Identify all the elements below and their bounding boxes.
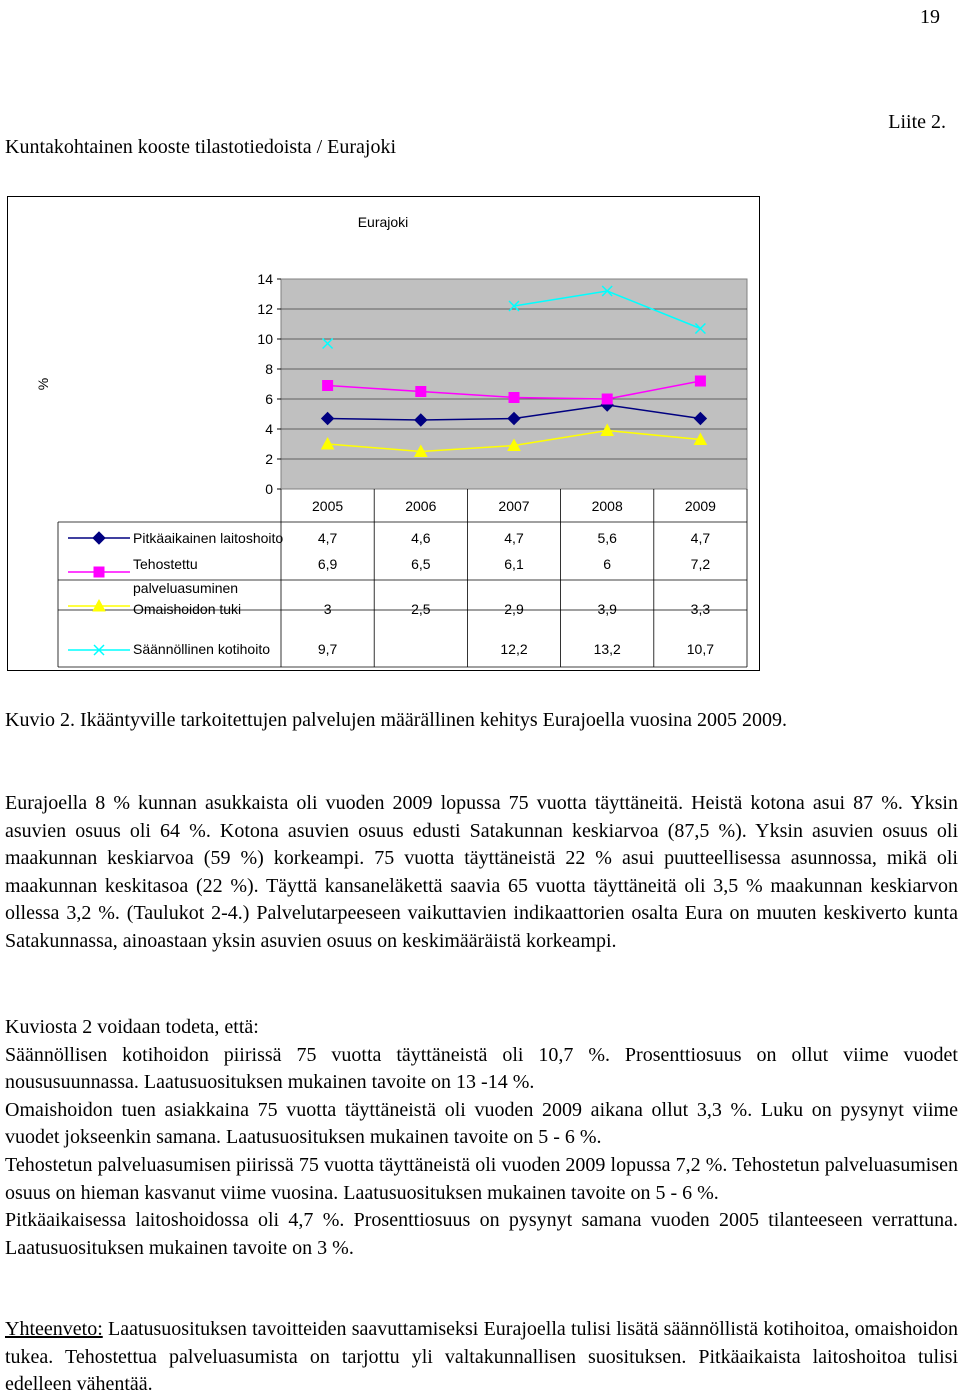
series-0-value-label: 4,7 — [317, 530, 338, 546]
series-0-value-label: 4,7 — [504, 530, 524, 546]
document-header: Kuntakohtainen kooste tilastotiedoista / Eurajoki — [5, 136, 397, 158]
series-1-legend-marker — [94, 567, 104, 577]
chart-title: Eurajoki — [357, 214, 409, 230]
series-1-point — [509, 393, 519, 403]
x-tick-label: 2006 — [405, 498, 437, 514]
x-tick-label: 2007 — [498, 498, 530, 514]
y-tick-label: 10 — [257, 331, 273, 347]
findings-intro: Kuviosta 2 voidaan todeta, että: — [5, 1016, 259, 1038]
series-2-value-label: 3,3 — [690, 601, 711, 617]
appendix-label: Liite 2. — [888, 111, 946, 133]
y-tick-label: 12 — [257, 301, 273, 317]
y-tick-label: 14 — [257, 271, 273, 287]
series-1-point — [323, 381, 333, 391]
series-0-value-label: 4,6 — [411, 530, 431, 546]
finding-home-care: Säännöllisen kotihoidon piirissä 75 vuotta täyttäneistä oli 10,7 %. Prosenttiosuus on ollut viime vuodet noususuunnassa. Laatusuosituksen mukainen tavoite on 13 -14 %. — [5, 1043, 958, 1094]
series-0-value-label: 4,7 — [690, 530, 711, 546]
plot-area — [281, 279, 747, 489]
series-0-legend-marker — [93, 532, 105, 544]
y-axis-label: % — [35, 377, 51, 391]
series-3-value-label: 10,7 — [686, 641, 715, 657]
x-tick-label: 2005 — [312, 498, 344, 514]
x-tick-label: 2008 — [591, 498, 623, 514]
series-1-point — [695, 376, 705, 386]
summary-text: Laatusuosituksen tavoitteiden saavuttamiseksi Eurajoella tulisi lisätä säännöllistä kotihoitoa, omaishoidon tukea. Tehostettua palveluasumista on tarjottu yli valtakunnallisen suosituksen. Pitkäaikaista laitoshoitoa tulisi edelleen vähentää. — [5, 1318, 958, 1396]
figure-caption: Kuvio 2. Ikääntyville tarkoitettujen palvelujen määrällinen kehitys Eurajoella vuosina 2005 2009. — [5, 709, 788, 731]
page-number: 19 — [920, 6, 940, 28]
y-tick-label: 4 — [265, 421, 273, 437]
finding-service-housing: Tehostetun palveluasumisen piirissä 75 vuotta täyttäneistä oli vuoden 2009 lopussa 7,2 %. Tehostetun palveluasumisen osuus on hieman kasvanut viime vuosina. Laatusuosituksen mukainen tavoite on 5 - 6 %. — [5, 1153, 958, 1204]
series-1-value-label: 6 — [603, 556, 612, 572]
series-2-value-label: 2,5 — [411, 601, 431, 617]
y-tick-label: 8 — [265, 361, 273, 377]
intro-paragraph: Eurajoella 8 % kunnan asukkaista oli vuoden 2009 lopussa 75 vuotta täyttäneitä. Heistä kotona asui 87 %. Yksin asuvien osuus oli 64 %. Kotona asuvien osuus edusti Satakunnan keskiarvoa (87,5 %). Yksin asuvien osuus oli maakunnan keskiarvoa (59 %) korkeampi. 75 vuotta täyttäneistä 22 % asui puutteellisessa asunnossa, mikä oli maakunnan keskitasoa (22 %). Täyttä kansaneläkettä saavia 65 vuotta täyttäneitä oli 3,5 % maakunnan keskiarvon ollessa 3,2 %. (Taulukot 2-4.) Palvelutarpeeseen vaikuttavien indikaattorien osalta Eura on muuten keskiverto kunta Satakunnassa, ainoastaan yksin asuvien osuus on keskimääräistä korkeampi. — [5, 792, 958, 952]
series-2-value-label: 2,9 — [504, 601, 524, 617]
series-3-value-label: 13,2 — [593, 641, 621, 657]
x-tick-label: 2009 — [684, 498, 716, 514]
y-tick-label: 0 — [265, 481, 273, 497]
summary-paragraph — [5, 1316, 958, 1399]
series-1-legend-label: Tehostettu — [133, 556, 198, 572]
findings-block — [5, 1014, 958, 1262]
series-0-value-label: 5,6 — [597, 530, 617, 546]
series-1-value-label: 6,9 — [317, 556, 338, 572]
series-3-value-label: 9,7 — [317, 641, 338, 657]
chart-container — [7, 196, 760, 671]
summary-label: Yhteenveto: — [5, 1318, 103, 1340]
series-3-value-label: 12,2 — [500, 641, 528, 657]
series-2-value-label: 3 — [323, 601, 332, 617]
series-2-value-label: 3,9 — [597, 601, 617, 617]
series-1-value-label: 6,5 — [411, 556, 431, 572]
y-tick-label: 6 — [265, 391, 273, 407]
finding-institutional-care: Pitkäaikaisessa laitoshoidossa oli 4,7 %. Prosenttiosuus on pysynyt samana vuoden 2005 tilanteeseen verrattuna. Laatusuosituksen mukainen tavoite on 3 %. — [5, 1209, 958, 1259]
series-1-value-label: 6,1 — [504, 556, 524, 572]
series-0-legend-label: Pitkäaikainen laitoshoito — [133, 530, 284, 546]
series-1-point — [602, 394, 612, 404]
series-1-value-label: 7,2 — [690, 556, 711, 572]
series-1-legend-label: palveluasuminen — [133, 580, 239, 596]
series-2-legend-label: Omaishoidon tuki — [133, 601, 242, 617]
line-chart — [8, 197, 759, 670]
series-3-legend-label: Säännöllinen kotihoito — [133, 641, 270, 657]
series-1-point — [416, 387, 426, 397]
finding-carer-support: Omaishoidon tuen asiakkaina 75 vuotta täyttäneistä oli vuoden 2009 aikana ollut 3,3 %. Luku on pysynyt viime vuodet jokseenkin samana. Laatusuosituksen mukainen tavoite on 5 - 6 %. — [5, 1098, 958, 1149]
y-tick-label: 2 — [265, 451, 273, 467]
